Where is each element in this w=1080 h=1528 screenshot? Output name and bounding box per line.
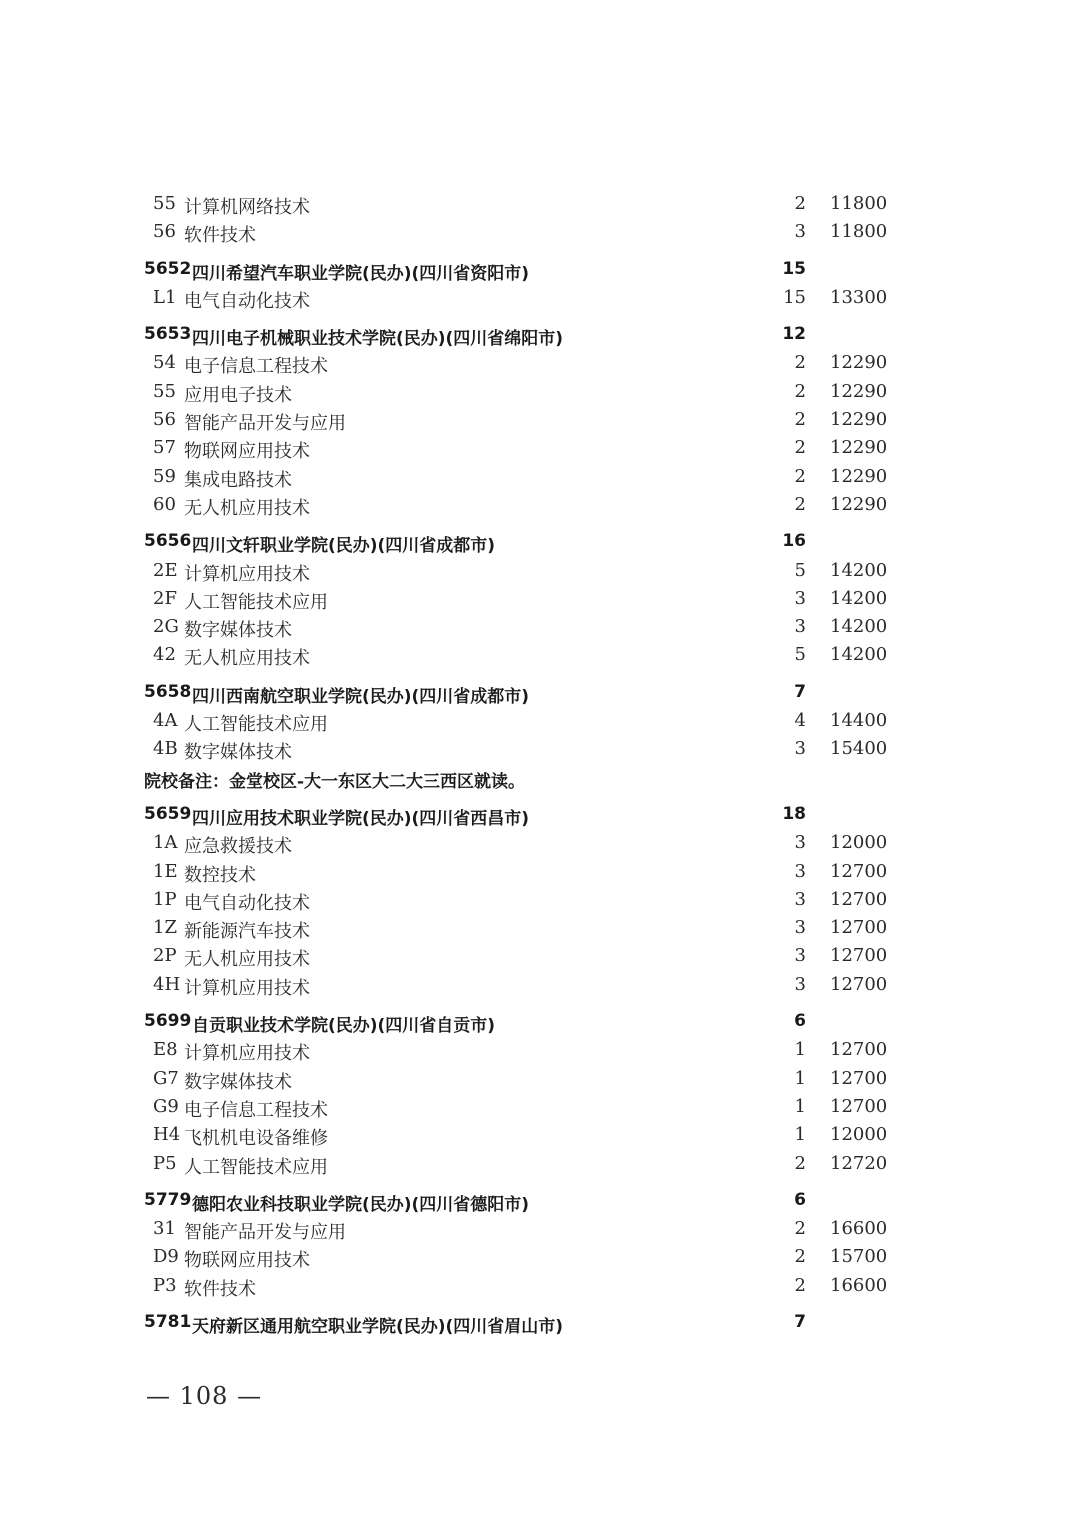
major-code: 4B — [153, 738, 178, 760]
major-row — [0, 858, 1080, 886]
major-row — [0, 378, 1080, 406]
major-name: 无人机应用技术 — [184, 648, 310, 670]
major-row — [0, 613, 1080, 641]
major-count: 2 — [794, 1274, 806, 1296]
school-code: 5781 — [144, 1311, 192, 1332]
major-fee: 12720 — [830, 1152, 888, 1174]
major-row — [0, 641, 1080, 669]
major-name: 智能产品开发与应用 — [184, 413, 346, 435]
major-fee: 11800 — [830, 221, 888, 243]
major-row — [0, 218, 1080, 246]
major-row — [0, 1272, 1080, 1300]
major-name: 数字媒体技术 — [184, 742, 292, 764]
major-name: 新能源汽车技术 — [184, 921, 310, 943]
school-count: 18 — [782, 803, 806, 824]
major-count: 2 — [794, 465, 806, 487]
major-name: 计算机应用技术 — [184, 1043, 310, 1065]
major-count: 2 — [794, 1246, 806, 1268]
major-row — [0, 1036, 1080, 1064]
major-fee: 12700 — [830, 945, 888, 967]
enrollment-list — [0, 190, 1080, 1337]
major-code: 1P — [153, 888, 177, 910]
major-fee: 12700 — [830, 1067, 888, 1089]
major-fee: 12290 — [830, 409, 888, 431]
major-row — [0, 284, 1080, 312]
major-row — [0, 829, 1080, 857]
major-fee: 12290 — [830, 437, 888, 459]
major-fee: 12000 — [830, 1124, 888, 1146]
major-count: 2 — [794, 409, 806, 431]
major-code: 56 — [153, 221, 176, 243]
major-row — [0, 1150, 1080, 1178]
school-header-row — [0, 528, 1080, 556]
major-count: 3 — [794, 945, 806, 967]
major-count: 3 — [794, 221, 806, 243]
major-code: 2P — [153, 945, 177, 967]
major-code: 55 — [153, 380, 176, 402]
major-code: G7 — [153, 1067, 179, 1089]
school-code: 5656 — [144, 531, 192, 552]
major-row — [0, 585, 1080, 613]
major-fee: 12700 — [830, 1039, 888, 1061]
school-name: 四川应用技术职业学院(民办)(四川省西昌市) — [192, 808, 530, 829]
school-code: 5659 — [144, 803, 192, 824]
major-count: 1 — [794, 1039, 806, 1061]
school-code: 5699 — [144, 1011, 192, 1032]
major-row — [0, 886, 1080, 914]
major-fee: 12290 — [830, 493, 888, 515]
major-fee: 12290 — [830, 352, 888, 374]
major-fee: 12700 — [830, 917, 888, 939]
major-count: 1 — [794, 1095, 806, 1117]
page-number: — 108 — — [146, 1382, 263, 1410]
major-fee: 15700 — [830, 1246, 888, 1268]
major-row — [0, 707, 1080, 735]
major-count: 3 — [794, 587, 806, 609]
school-count: 12 — [782, 324, 806, 345]
major-code: 42 — [153, 644, 176, 666]
major-row — [0, 434, 1080, 462]
major-name: 应急救援技术 — [184, 836, 292, 858]
major-count: 3 — [794, 888, 806, 910]
major-name: 集成电路技术 — [184, 469, 292, 491]
major-count: 15 — [783, 286, 806, 308]
major-fee: 14200 — [830, 644, 888, 666]
major-code: 4A — [153, 710, 178, 732]
school-name: 德阳农业科技职业学院(民办)(四川省德阳市) — [192, 1194, 530, 1215]
major-fee: 14200 — [830, 587, 888, 609]
major-name: 物联网应用技术 — [184, 441, 310, 463]
major-code: 1E — [153, 860, 178, 882]
major-name: 电子信息工程技术 — [184, 1099, 328, 1121]
school-count: 6 — [794, 1189, 806, 1210]
major-row — [0, 463, 1080, 491]
major-code: H4 — [153, 1124, 181, 1146]
major-fee: 12000 — [830, 832, 888, 854]
major-name: 软件技术 — [184, 1278, 256, 1300]
major-row — [0, 1093, 1080, 1121]
major-row — [0, 190, 1080, 218]
major-row — [0, 1121, 1080, 1149]
major-row — [0, 735, 1080, 763]
major-count: 3 — [794, 616, 806, 638]
major-code: P3 — [153, 1274, 177, 1296]
major-name: 飞机机电设备维修 — [184, 1128, 328, 1150]
major-code: 59 — [153, 465, 176, 487]
major-code: 57 — [153, 437, 176, 459]
major-code: 1A — [153, 832, 178, 854]
major-row — [0, 349, 1080, 377]
school-code: 5779 — [144, 1189, 192, 1210]
major-code: 60 — [153, 493, 176, 515]
school-header-row — [0, 1309, 1080, 1337]
major-code: 55 — [153, 193, 176, 214]
school-count: 15 — [782, 258, 806, 279]
major-code: G9 — [153, 1095, 179, 1117]
major-fee: 14200 — [830, 559, 888, 581]
major-code: D9 — [153, 1246, 179, 1268]
major-count: 3 — [794, 860, 806, 882]
school-note — [0, 764, 1080, 792]
school-header-row — [0, 256, 1080, 284]
major-fee: 16600 — [830, 1218, 888, 1240]
major-name: 数控技术 — [184, 864, 256, 886]
major-name: 计算机网络技术 — [184, 197, 310, 218]
major-fee: 12700 — [830, 888, 888, 910]
major-name: 电气自动化技术 — [184, 892, 310, 914]
major-row — [0, 406, 1080, 434]
major-name: 数字媒体技术 — [184, 620, 292, 642]
major-name: 人工智能技术应用 — [184, 1156, 328, 1178]
major-fee: 12290 — [830, 465, 888, 487]
major-row — [0, 1215, 1080, 1243]
major-count: 3 — [794, 738, 806, 760]
major-name: 物联网应用技术 — [184, 1250, 310, 1272]
major-count: 5 — [794, 559, 806, 581]
school-count: 16 — [782, 531, 806, 552]
major-code: 56 — [153, 409, 176, 431]
major-row — [0, 942, 1080, 970]
major-code: 54 — [153, 352, 176, 374]
school-count: 6 — [794, 1011, 806, 1032]
major-row — [0, 557, 1080, 585]
major-name: 人工智能技术应用 — [184, 591, 328, 613]
school-count: 7 — [794, 681, 806, 702]
major-fee: 14400 — [830, 710, 888, 732]
school-name: 四川西南航空职业学院(民办)(四川省成都市) — [192, 686, 530, 707]
major-count: 4 — [794, 710, 806, 732]
note-text: 院校备注：金堂校区-大一东区大二大三西区就读。 — [144, 771, 526, 792]
school-name: 自贡职业技术学院(民办)(四川省自贡市) — [192, 1016, 496, 1037]
school-header-row — [0, 321, 1080, 349]
major-name: 软件技术 — [184, 225, 256, 247]
major-code: 2F — [153, 587, 177, 609]
major-count: 3 — [794, 832, 806, 854]
school-name: 四川文轩职业学院(民办)(四川省成都市) — [192, 536, 496, 557]
major-count: 3 — [794, 973, 806, 995]
major-fee: 13300 — [830, 286, 888, 308]
major-count: 2 — [794, 437, 806, 459]
major-row — [0, 491, 1080, 519]
major-fee: 11800 — [830, 193, 888, 214]
major-code: 2E — [153, 559, 178, 581]
major-name: 人工智能技术应用 — [184, 714, 328, 736]
school-code: 5652 — [144, 258, 192, 279]
major-count: 2 — [794, 1218, 806, 1240]
major-name: 数字媒体技术 — [184, 1071, 292, 1093]
major-code: E8 — [153, 1039, 178, 1061]
major-code: L1 — [153, 286, 177, 308]
major-name: 无人机应用技术 — [184, 949, 310, 971]
major-name: 电气自动化技术 — [184, 290, 310, 312]
school-name: 四川电子机械职业技术学院(民办)(四川省绵阳市) — [192, 329, 564, 350]
school-name: 四川希望汽车职业学院(民办)(四川省资阳市) — [192, 263, 530, 284]
major-fee: 15400 — [830, 738, 888, 760]
major-fee: 16600 — [830, 1274, 888, 1296]
major-count: 2 — [794, 193, 806, 214]
school-code: 5653 — [144, 324, 192, 345]
major-fee: 12700 — [830, 973, 888, 995]
major-row — [0, 1243, 1080, 1271]
major-code: 4H — [153, 973, 181, 995]
major-name: 电子信息工程技术 — [184, 356, 328, 378]
major-count: 2 — [794, 380, 806, 402]
major-count: 2 — [794, 493, 806, 515]
major-count: 1 — [794, 1124, 806, 1146]
major-fee: 12700 — [830, 1095, 888, 1117]
school-header-row — [0, 1008, 1080, 1036]
major-count: 1 — [794, 1067, 806, 1089]
major-count: 5 — [794, 644, 806, 666]
school-header-row — [0, 679, 1080, 707]
major-code: P5 — [153, 1152, 177, 1174]
school-name: 天府新区通用航空职业学院(民办)(四川省眉山市) — [192, 1316, 564, 1337]
major-fee: 12290 — [830, 380, 888, 402]
major-code: 2G — [153, 616, 179, 638]
major-code: 1Z — [153, 917, 177, 939]
major-row — [0, 914, 1080, 942]
major-fee: 14200 — [830, 616, 888, 638]
major-fee: 12700 — [830, 860, 888, 882]
major-name: 计算机应用技术 — [184, 977, 310, 999]
major-count: 2 — [794, 1152, 806, 1174]
major-name: 计算机应用技术 — [184, 563, 310, 585]
school-header-row — [0, 801, 1080, 829]
major-row — [0, 971, 1080, 999]
major-row — [0, 1065, 1080, 1093]
major-count: 2 — [794, 352, 806, 374]
school-header-row — [0, 1187, 1080, 1215]
major-code: 31 — [153, 1218, 176, 1240]
school-count: 7 — [794, 1311, 806, 1332]
major-name: 应用电子技术 — [184, 384, 292, 406]
school-code: 5658 — [144, 681, 192, 702]
major-count: 3 — [794, 917, 806, 939]
major-name: 无人机应用技术 — [184, 497, 310, 519]
major-name: 智能产品开发与应用 — [184, 1222, 346, 1244]
